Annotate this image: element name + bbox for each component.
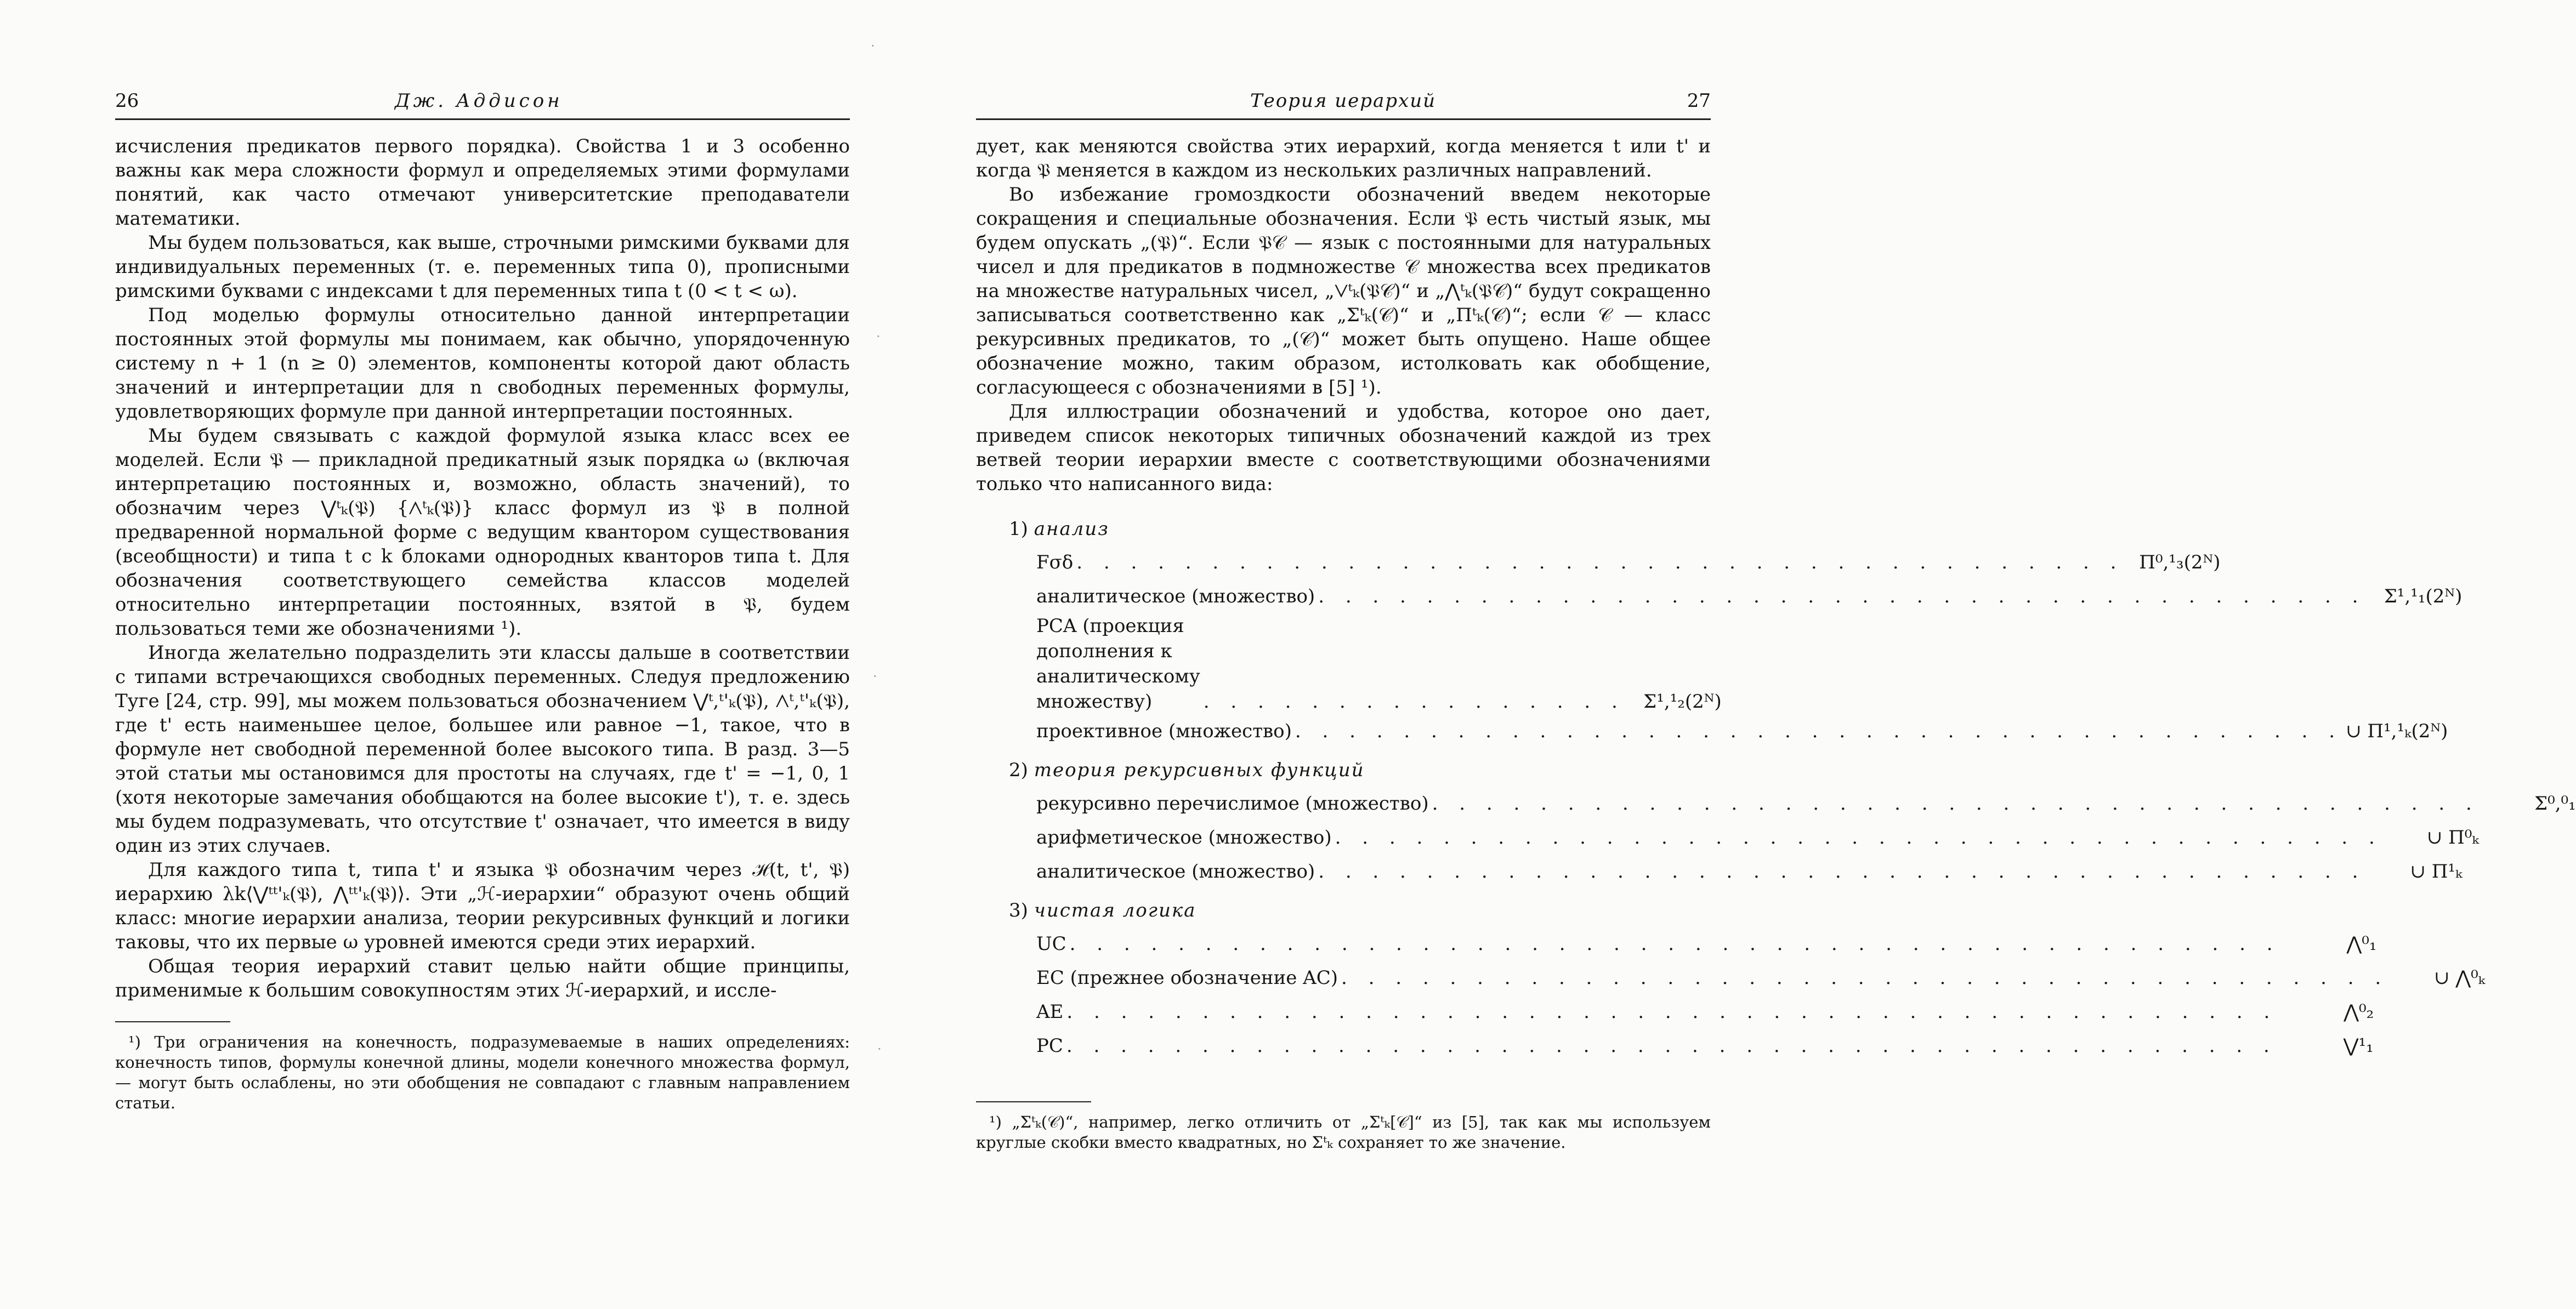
leader-dots: . . . . . . . . . . . . . . . . . . . . . . . . . . . . . . . . . . . . . . .	[1341, 967, 2389, 989]
paragraph: исчисления предикатов первого порядка). Свойства 1 и 3 особенно важны как мера сложности формул и определяемых этими формулами понятий, как часто отмечают университетские преподаватели математики.	[115, 135, 850, 230]
left-page	[115, 82, 850, 1113]
paragraph: Во избежание громоздкости обозначений введем некоторые сокращения и специальные обозначения. Если 𝔓 есть чистый язык, мы будем опускать „(𝔓)“. Если 𝔓𝒞 — язык с постоянными для натуральных чисел и для предикатов в подмножестве 𝒞 множества всех предикатов на множестве натуральных чисел, „⋁ᵗₖ(𝔓𝒞)“ и „⋀ᵗₖ(𝔓𝒞)“ будут сокращенно записываться соответственно как „Σᵗₖ(𝒞)“ и „Πᵗₖ(𝒞)“; если 𝒞 — класс рекурсивных предикатов, то „(𝒞)“ может быть опущено. Наше общее обозначение можно, таким образом, истолковать как обобщение, согласующееся с обозначениями в [5] ¹).	[976, 184, 1711, 399]
entry-label: аналитическое (множество)	[1036, 585, 1315, 607]
leader-dots: . . . . . . . . . . . . . . . . . . . . . . . . . . . . . . . . . . . . . . .	[1295, 720, 2343, 742]
entry-label: PCA (проекция дополнения к аналитическому множеству)	[1036, 615, 1200, 713]
entry-notation: Σ¹,¹₁(2ᴺ)	[2384, 585, 2462, 607]
list-item	[1036, 545, 2221, 579]
list-item	[1036, 927, 2377, 961]
gutter-speck: ·	[877, 1041, 882, 1057]
paragraph: Под моделью формулы относительно данной интерпретации постоянных этой формулы мы понимаем, как обычно, упорядоченную систему n + 1 (n ≥ 0) элементов, компоненты которой дают область значений и интерпретации для n свободных переменных формулы, удовлетворяющих формуле при данной интерпретации постоянных.	[115, 304, 850, 423]
entry-notation: ⋀⁰₁	[2346, 933, 2377, 955]
right-page-number: 27	[1687, 90, 1711, 112]
entry-label: проективное (множество)	[1036, 720, 1292, 742]
left-running-title: Дж. Аддисон	[395, 90, 563, 112]
left-body-text	[115, 134, 850, 1003]
entry-notation: ∪ Π¹,¹ₖ(2ᴺ)	[2346, 720, 2448, 742]
entry-notation: Π⁰,¹₃(2ᴺ)	[2139, 551, 2221, 573]
section-analysis	[976, 513, 2462, 748]
list-item	[1036, 579, 2462, 613]
entry-label: AE	[1036, 1001, 1064, 1023]
entry-label: аналитическое (множество)	[1036, 861, 1315, 883]
leader-dots: . . . . . . . . . . . . . . . . . . . . . . . . . . . . . . . . . . . . . . .	[1318, 585, 2366, 607]
section-title: теория рекурсивных функций	[1034, 759, 1365, 781]
leader-dots: . . . . . . . . . . . . . . . . . . . . . . . . . . . . . . . . . . . . . . . . . . . . .	[1069, 933, 2280, 955]
footnote-rule	[115, 1021, 230, 1022]
leader-dots: . . . . . . . . . . . . . . . . . . . . . . . . . . . . . . . . . . . . . . .	[1432, 793, 2479, 815]
section-recursive-functions	[976, 754, 2576, 889]
gutter-speck: ·	[871, 38, 875, 54]
list-item	[1036, 855, 2462, 889]
entry-notation: ⋁¹₁	[2343, 1035, 2374, 1057]
section-title: чистая логика	[1034, 900, 1196, 921]
left-running-head	[115, 82, 850, 120]
leader-dots: . . . . . . . . . . . . . . . . . . . . . . . . . . . . . . . . . . . . . . . . . . . . .	[1066, 1001, 2278, 1023]
leader-dots: . . . . . . . . . . . . . . . . . . . . . . . . . . . . . . . . . . . . . . .	[1335, 827, 2382, 849]
entry-label: арифметическое (множество)	[1036, 827, 1332, 849]
paragraph: Мы будем связывать с каждой формулой языка класс всех ее моделей. Если 𝔓 — прикладной предикатный язык порядка ω (включая интерпретацию постоянных и, возможно, область значений), то обозначим через ⋁ᵗₖ(𝔓) {⋀ᵗₖ(𝔓)} класс формул из 𝔓 в полной предваренной нормальной форме с ведущим квантором существования (всеобщности) и типа t с k блоками однородных кванторов типа t. Для обозначения соответствующего семейства классов моделей относительно интерпретации постоянных, взятой в 𝔓, будем пользоваться теми же обозначениями ¹).	[115, 425, 850, 640]
list-item	[1036, 995, 2374, 1029]
list-item	[1036, 613, 1722, 714]
entry-notation: Σ⁰,⁰₁	[2534, 793, 2576, 815]
footnote: ¹) Три ограничения на конечность, подразумеваемые в наших определениях: конечность типов, формулы конечной длины, модели конечного множества формул, — могут быть ослаблены, но эти обобщения не совпадают с главным направлением статьи.	[115, 1033, 850, 1112]
section-heading	[1009, 894, 1711, 927]
gutter-speck: ·	[873, 669, 877, 684]
section-number: 2)	[1009, 759, 1028, 781]
entry-notation: ∪ Π⁰ₖ	[2426, 827, 2479, 849]
entry-label: EC (прежнее обозначение AC)	[1036, 967, 1338, 989]
section-heading	[1009, 513, 1711, 545]
paragraph: дует, как меняются свойства этих иерархий, когда меняется t или t' и когда 𝔓 меняется в каждом из нескольких различных направлений.	[976, 135, 1711, 181]
leader-dots: . . . . . . . . . . . . . . . . . . . . . . . . . . . . . . . . . . . . . . . . . . . . .	[1066, 1035, 2277, 1057]
entry-label: рекурсивно перечислимое (множество)	[1036, 793, 1429, 815]
section-heading	[1009, 754, 1711, 787]
footnote: ¹) „Σᵗₖ(𝒞)“, например, легко отличить от „Σᵗₖ[𝒞]“ из [5], так как мы используем круглые скобки вместо квадратных, но Σᵗₖ сохраняет то же значение.	[976, 1113, 1711, 1152]
section-number: 1)	[1009, 518, 1028, 540]
entry-notation: ∪ ⋀⁰ₖ	[2433, 967, 2486, 989]
paragraph: Иногда желательно подразделить эти классы дальше в соответствии с типами встречающихся свободных переменных. Следуя предложению Туге [24, стр. 99], мы можем пользоваться обозначением ⋁ᵗ,ᵗ'ₖ(𝔓), ⋀ᵗ,ᵗ'ₖ(𝔓), где t' есть наименьшее целое, большее или равное −1, такое, что в формуле нет свободной переменной более высокого типа. В разд. 3—5 этой статьи мы остановимся для простоты на случаях, где t' = −1, 0, 1 (хотя некоторые замечания обобщаются на более высокие t'), т. е. здесь мы будем подразумевать, что отсутствие t' означает, что имеется в виду один из этих случаев.	[115, 642, 850, 857]
section-title: анализ	[1034, 518, 1109, 540]
leader-dots: . . . . . . . . . . . . . . . . . . . . . . . . . . . . . . . . . . . . . . .	[1076, 551, 2124, 573]
leader-dots: . . . . . . . . . . . . . . . .	[1203, 691, 1625, 713]
footnote-rule	[976, 1101, 1091, 1102]
section-pure-logic	[976, 894, 2486, 1063]
entry-notation: Σ¹,¹₂(2ᴺ)	[1643, 691, 1722, 713]
paragraph: Общая теория иерархий ставит целью найти общие принципы, применимые к большим совокупностям этих ℋ-иерархий, и иссле-	[115, 955, 850, 1001]
right-page	[976, 82, 2576, 1153]
paragraph: Мы будем пользоваться, как выше, строчными римскими буквами для индивидуальных переменных (т. е. переменных типа 0), прописными римскими буквами с индексами t для переменных типа t (0 < t < ω).	[115, 232, 850, 302]
list-item	[1036, 714, 2448, 748]
leader-dots: . . . . . . . . . . . . . . . . . . . . . . . . . . . . . . . . . . . . . . .	[1318, 861, 2366, 883]
entry-label: UC	[1036, 933, 1066, 955]
list-item	[1036, 1029, 2374, 1063]
left-page-number: 26	[115, 90, 139, 112]
right-running-title: Теория иерархий	[1250, 90, 1437, 112]
entry-notation: ∪ Π¹ₖ	[2410, 861, 2462, 883]
entry-label: Fσδ	[1036, 551, 1074, 573]
paragraph: Для иллюстрации обозначений и удобства, которое оно дает, приведем список некоторых типичных обозначений каждой из трех ветвей теории иерархии вместе с соответствующими обозначениями только что написанного вида:	[976, 401, 1711, 495]
section-number: 3)	[1009, 900, 1028, 921]
entry-label: PC	[1036, 1035, 1063, 1057]
list-item	[1036, 821, 2479, 855]
right-body-text	[976, 134, 1711, 496]
paragraph: Для каждого типа t, типа t' и языка 𝔓 обозначим через ℋ(t, t', 𝔓) иерархию λk⟨⋁ᵗᵗ'ₖ(𝔓), ⋀ᵗᵗ'ₖ(𝔓)⟩. Эти „ℋ-иерархии“ образуют очень общий класс: многие иерархии анализа, теории рекурсивных функций и логики таковы, что их первые ω уровней имеются среди этих иерархий.	[115, 859, 850, 953]
list-item	[1036, 961, 2486, 995]
gutter-speck: ·	[876, 329, 881, 344]
right-running-head	[976, 82, 1711, 120]
entry-notation: ⋀⁰₂	[2344, 1001, 2374, 1023]
list-item	[1036, 787, 2576, 821]
